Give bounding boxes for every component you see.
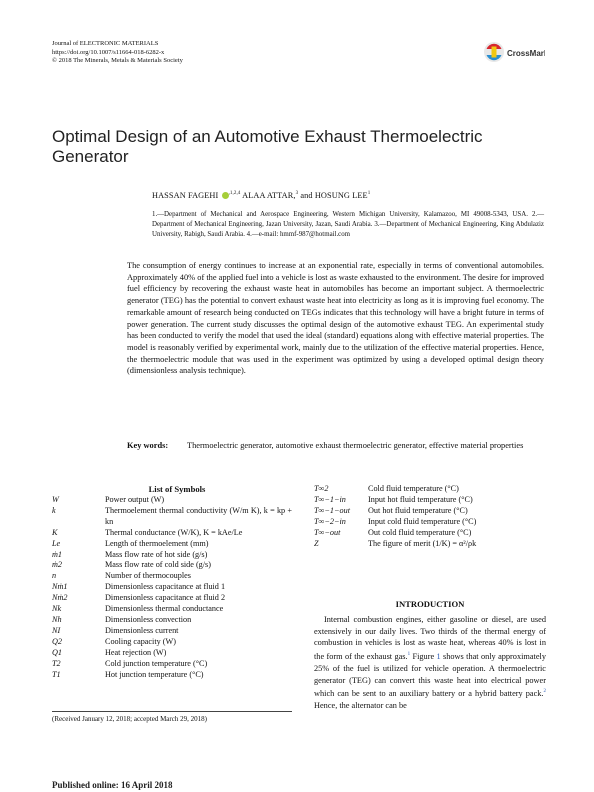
symbol-definition: Thermoelement thermal conductivity (W/m K), k = kp + kn [105,505,292,526]
author-name: ALAA ATTAR, [242,191,296,200]
symbol: Q1 [52,647,63,657]
symbol: Nṁ1 [52,582,68,592]
list-item [52,528,292,539]
symbol: T∞−2−in [314,516,346,526]
symbol-definition: Hot junction temperature (°C) [105,669,204,679]
symbol-definition: Mass flow rate of hot side (g/s) [105,549,208,559]
figure-link[interactable]: 1 [436,652,441,662]
author-list [152,188,572,201]
symbol: Nk [52,604,62,614]
list-item [52,637,292,648]
list-item [52,626,292,637]
list-item [52,659,292,670]
symbol-definition: Power output (W) [105,495,165,504]
symbol-definition: Cooling capacity (W) [105,636,176,646]
orcid-icon[interactable] [222,192,229,199]
symbol: T1 [52,669,61,679]
reference-link[interactable]: 1 [407,652,411,658]
list-item [52,582,292,593]
list-item [314,517,546,528]
symbol-definition: Cold fluid temperature (°C) [368,484,459,493]
symbol-definition: Input cold fluid temperature (°C) [368,516,477,526]
symbol: Nṁ2 [52,593,68,603]
received-dates: (Received January 12, 2018; accepted March 29, 2018) [52,715,207,723]
journal-header [52,40,183,66]
author-affiliation-marks: ,1,2,4 [228,191,241,196]
list-item [314,539,546,550]
symbol-definition: Dimensionless thermal conductance [105,604,224,614]
symbol-definition: The figure of merit (1/K) = α²/ρk [368,538,477,548]
list-item [52,670,292,681]
body-text: Figure [410,652,437,662]
symbol: k [52,505,56,515]
symbol-definition: Out cold fluid temperature (°C) [368,527,472,537]
symbol: T∞−out [314,527,341,537]
keywords [127,440,544,452]
symbol: T∞2 [314,484,329,493]
list-item [52,560,292,571]
symbol-definition: Dimensionless convection [105,614,192,624]
copyright: © 2018 The Minerals, Metals & Materials Society [52,57,183,64]
symbol: K [52,527,58,537]
symbol-definition: Mass flow rate of cold side (g/s) [105,560,211,570]
list-of-symbols [52,484,292,680]
crossmark-logo[interactable] [483,40,545,66]
list-item [52,604,292,615]
list-item [314,484,546,495]
article-title: Optimal Design of an Automotive Exhaust Thermoelectric Generator [52,127,483,166]
symbol-definition: Length of thermoelement (mm) [105,538,209,548]
journal-name: Journal of ELECTRONIC MATERIALS [52,40,159,47]
list-item [52,593,292,604]
body-text: shows that only approximately 25% of the fuel is utilized for vehicle operation. A thermoelectric generator (TEG) can convert this waste heat into electrical power which can be sent to an auxiliary battery or a hybrid battery pack. [314,652,546,699]
affiliations: 1.—Department of Mechanical and Aerospace Engineering, Western Michigan University, Kalamazoo, MI 49008-5343, USA. 2.—Department of Mechanical Engineering, Jazan University, Jazan, Saudi Arabia. 3.—Department of Mechanical Engineering, King Abdulaziz University, Rabigh, Saudi Arabia. 4.—e-mail: hmmf-987@hotmail.com [152,211,544,238]
symbol-definition: Number of thermocouples [105,571,191,581]
list-of-symbols-continued [314,484,546,549]
doi-link[interactable]: https://doi.org/10.1007/s11664-018-6282-x [52,48,165,56]
symbol: W [52,495,59,504]
list-item [52,495,292,506]
body-text: Hence, the alternator can be [314,700,407,710]
published-date: Published online: 16 April 2018 [52,780,173,790]
abstract: The consumption of energy continues to increase at an exponential rate, especially in terms of conventional automobiles. Approximately 40% of the applied fuel into a vehicle is lost as waste exhausted to the environment. The desire for improved fuel efficiency by recovering the exhaust waste heat in automobiles has become an important subject. A thermoelectric generator (TEG) has the potential to convert exhaust waste heat into electricity as long as it is improving fuel economy. The remarkable amount of research being conducted on TEGs indicates that this technology will have a bright future in terms of power generation. The current study discusses the optimal design of the automotive exhaust TEG. An experimental study has been conducted to verify the model that used the ideal (standard) equations along with effective material properties. The model is reasonably verified by experimental work, mainly due to the utilization of the effective material properties. Hence, the thermoelectric module that was used in the experiment was optimized by using a developed optimal design theory (dimensionless analysis technique). [127,261,544,376]
symbol: Z [314,538,319,548]
crossmark-icon [484,42,504,62]
author-name: HOSUNG LEE [314,191,368,200]
symbol-definition: Dimensionless capacitance at fluid 1 [105,582,226,592]
list-item [314,528,546,539]
symbol-definition: Out hot fluid temperature (°C) [368,505,468,515]
symbol-definition: Thermal conductance (W/K), K = kAe/Le [105,527,243,537]
list-item [52,550,292,561]
author-joiner: and [298,191,315,200]
symbol: Q2 [52,636,63,646]
list-item [52,615,292,626]
symbol: T∞−1−out [314,505,350,515]
symbol: ṁ2 [52,560,63,570]
list-item [314,495,546,506]
symbol: T2 [52,658,61,668]
author-name: HASSAN FAGEHI [152,191,219,200]
list-item [52,571,292,582]
introduction-paragraph [314,614,546,712]
symbol-definition: Input hot fluid temperature (°C) [368,494,473,504]
symbol: Nh [52,614,62,624]
list-item [314,506,546,517]
symbol: ṁ1 [52,549,63,559]
keywords-text: Thermoelectric generator, automotive exhaust thermoelectric generator, effective material properties [187,441,524,450]
section-heading-introduction: INTRODUCTION [395,599,465,609]
symbol: Le [52,538,61,548]
symbols-heading: List of Symbols [148,484,206,494]
symbol: n [52,571,57,581]
list-item [52,648,292,659]
list-item [52,506,292,528]
symbol: NI [52,625,61,635]
keywords-label: Key words: [127,441,169,450]
list-item [52,539,292,550]
body-text: Internal combustion engines, either gasoline or diesel, are used extensively in our daily lives. Two thirds of the thermal energy of combustion in vehicles is lost as waste heat, whereas 40% is lost in the form of the exhaust gas. [314,615,546,662]
symbol: T∞−1−in [314,494,346,504]
crossmark-label: CrossMark [507,49,545,58]
footnote-divider [52,711,292,712]
symbol-definition: Cold junction temperature (°C) [105,658,208,668]
author-affiliation-marks: 1 [367,191,371,196]
symbol-definition: Heat rejection (W) [105,647,167,657]
symbol-definition: Dimensionless current [105,625,179,635]
symbol-definition: Dimensionless capacitance at fluid 2 [105,593,226,603]
author-affiliation-marks: 3 [295,191,299,196]
reference-link[interactable]: 2 [543,689,546,695]
